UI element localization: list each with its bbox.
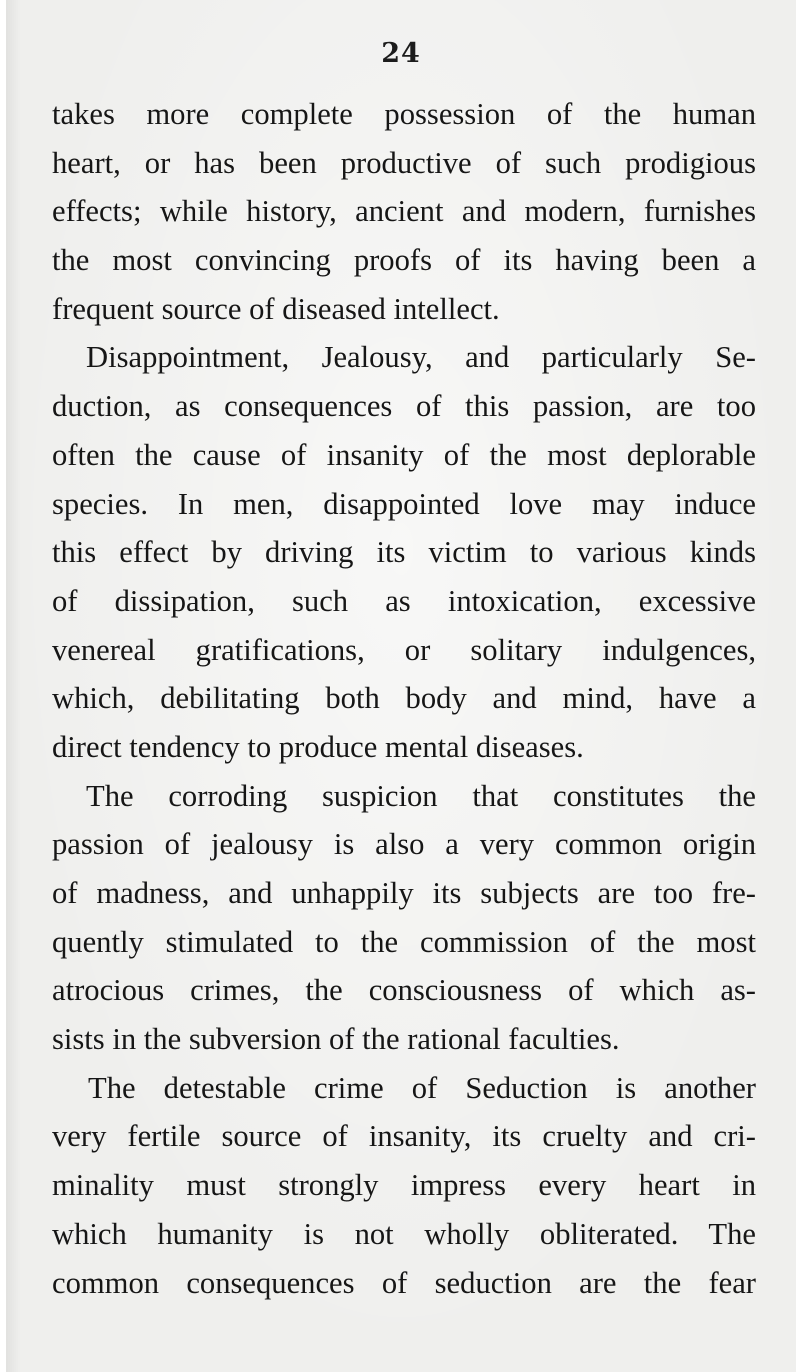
text-line: duction, as consequences of this passion, are too — [52, 389, 756, 424]
text-line: which, debilitating both body and mind, have a — [52, 681, 756, 716]
text-line: of madness, and unhappily its subjects are too fre- — [52, 876, 756, 910]
text-line: direct tendency to produce mental diseases. — [52, 729, 584, 764]
text-line: species. In men, disappointed love may induce — [52, 486, 756, 521]
text-line: The detestable crime of Seduction is another — [88, 1070, 756, 1105]
text-line: passion of jealousy is also a very common origin — [52, 827, 756, 862]
paragraph — [52, 772, 756, 1064]
text-line: which humanity is not wholly obliterated. The — [52, 1216, 756, 1251]
paragraph — [52, 333, 756, 771]
text-line: of dissipation, such as intoxication, excessive — [52, 583, 756, 618]
text-line: frequent source of diseased intellect. — [52, 291, 500, 326]
text-line: quently stimulated to the commission of the most — [52, 924, 756, 959]
text-line: venereal gratifications, or solitary indulgences, — [52, 632, 756, 667]
page-number: 24 — [381, 38, 421, 69]
text-line: the most convincing proofs of its having been a — [52, 243, 756, 278]
text-line: very fertile source of insanity, its cruelty and cri- — [52, 1119, 756, 1154]
text-line: Disappointment, Jealousy, and particularly Se- — [86, 340, 756, 375]
paragraph — [52, 90, 756, 333]
text-line: this effect by driving its victim to various kinds — [52, 535, 756, 570]
text-line: minality must strongly impress every heart in — [52, 1168, 756, 1203]
text-line: atrocious crimes, the consciousness of which as- — [52, 973, 756, 1008]
text-line: heart, or has been productive of such prodigious — [52, 145, 756, 180]
text-line: effects; while history, ancient and modern, furnishes — [52, 194, 756, 229]
text-line: often the cause of insanity of the most deplorable — [52, 437, 756, 472]
text-line: sists in the subversion of the rational faculties. — [52, 1022, 620, 1057]
paragraph — [52, 1064, 756, 1307]
text-line: The corroding suspicion that constitutes the — [86, 778, 756, 813]
text-line: common consequences of seduction are the fear — [52, 1265, 756, 1300]
text-line: takes more complete possession of the human — [52, 97, 756, 131]
body-text — [52, 90, 756, 1307]
